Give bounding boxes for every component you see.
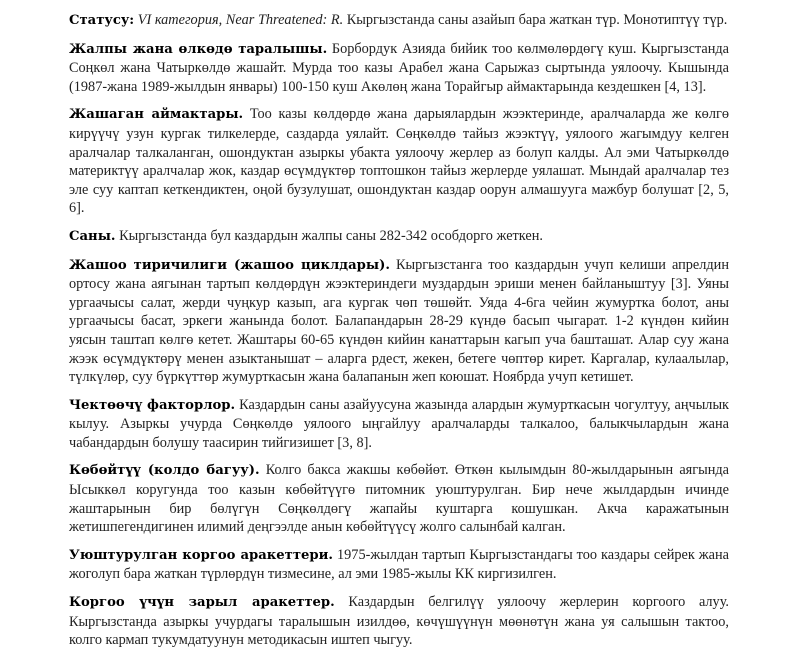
status-paragraph xyxy=(69,11,729,31)
breeding-heading: Көбөйтүү (колдо багуу). xyxy=(69,463,260,479)
document-page xyxy=(69,11,729,659)
status-heading: Статусу: xyxy=(69,13,135,28)
population-paragraph xyxy=(69,227,729,247)
habitat-paragraph xyxy=(69,105,729,218)
limiting-factors-text: Каздардын саны азайуусуна жазында алардын жумурткасын чогултуу, аңчылык кылуу. Азыркы учурда Сөңкөлдө уялоого ыңгайлуу аралчаларды талкалоо, балыкчылардын жана чабандардын болушу таасирин тийгизишет [3, 8]. xyxy=(69,396,729,451)
limiting-factors-heading: Чектөөчү факторлор. xyxy=(69,397,236,413)
life-cycle-text: Кыргызстанга тоо каздардын учуп келиши апрелдин ортосу жана аягынан тартып көлдөрдүн жээктериндеги муздардын эриши менен байланыштуу [3]. Уяны ургаачысы салат, жерди чуңкур казып, ага кургак чөп төшөйт. Уяда 4-6га чейин жумуртка болот, аны ургаачысы басат, эркеги жанында болот. Балапандарын 28-29 күндө басып чыгарат. 1-2 күндөн кийин уясын таштап көлгө кетет. Жаштары 60-65 күндөн кийин канаттарын кагып уча башташат. Алар суу жана жээк өсүмдүктөрү менен азыктанышат – аларга рдест, жекен, бетеге чөптөр кирет. Каргалар, кулаалылар, түлкүлөр, суу бүркүттөр жумурткасын жана балапанын жеп коюшат. Ноябрда учуп кетишет. xyxy=(69,256,729,386)
life-cycle-heading: Жашоо тиричилиги (жашоо циклдары). xyxy=(69,257,390,273)
protection-measures-paragraph xyxy=(69,546,729,584)
distribution-text: Борбордук Азияда бийик тоо көлмөлөрдөгү куш. Кыргызстанда Соңкөл жана Чатыркөлдө жашайт. Мурда тоо казы Арабел жана Сарыжаз сыртында уялоочу. Кышында (1987-жана 1989-жылдын январы) 100-150 куш Акөлөң жана Торайгыр аймактарында кездешкен [4, 13]. xyxy=(69,40,729,95)
distribution-heading: Жалпы жана өлкөдө таралышы. xyxy=(69,41,328,57)
habitat-heading: Жашаган аймактары. xyxy=(69,107,244,123)
limiting-factors-paragraph xyxy=(69,396,729,453)
status-text: Кыргызстанда саны азайып бара жаткан түр. Монотиптүү түр. xyxy=(343,12,728,28)
population-text: Кыргызстанда бул каздардын жалпы саны 282-342 особдорго жеткен. xyxy=(115,227,543,244)
required-actions-heading: Коргоо үчүн зарыл аракеттер. xyxy=(69,595,335,611)
protection-measures-heading: Уюштурулган коргоо аракеттери. xyxy=(69,547,334,563)
required-actions-paragraph xyxy=(69,593,729,650)
required-actions-text: Каздардын белгилүү уялоочу жерлерин коргоого алуу. Кыргызстанда азыркы учурдагы таралышын изилдөө, көчүшүүнүн мөөнөтүн жана уя салышын тактоо, колго кармап тукумдатуунун методикасын иштеп чыгуу. xyxy=(69,594,729,649)
breeding-paragraph xyxy=(69,461,729,536)
status-category: VI категория, Near Threatened: R. xyxy=(134,12,344,28)
life-cycle-paragraph xyxy=(69,256,729,387)
population-heading: Саны. xyxy=(69,228,116,244)
protection-measures-text: 1975-жылдан тартып Кыргызстандагы тоо каздары сейрек жана жоголуп бара жаткан түрлөрдүн тизмесине, ал эми 1985-жылы КК киргизилген. xyxy=(69,546,729,583)
breeding-text: Колго бакса жакшы көбөйөт. Өткөн кылымдын 80-жылдарынын аягында Ысыккөл коругунда тоо казын көбөйтүүгө питомник уюштурулган. Бир нече жылдардын ичинде жаштарынын бир бөлүгүн Сөңкөлдөгү жапайы куштарга кошушкан. Акча каражатынын жетишпегендигинен илимий деңгээлде анын көбөйтүүсү жолго салынбай калган. xyxy=(69,462,729,536)
habitat-text: Тоо казы көлдөрдө жана дарыялардын жээктеринде, аралчаларда же көлгө кирүүчү узун кургак тилкелерде, саздарда уялайт. Сөңкөлдө тайыз жээктүү, уялоого жагымдуу келген аралчалар талкаланган, ошондуктан азыркы убакта уялоочу жерлер аз болуп калды. Ал эми Чатыркөлдө материктүү аралчалар жок, каздар өсүмдүктөр топтошкон тайыз жерлерде уялашат. Мындай аралчалар тез эле суу каптап кеткендиктен, оңой бузулушат, ошондуктан каздар оорун алмашууга мажбур болушат [2, 5, 6]. xyxy=(69,106,729,217)
distribution-paragraph xyxy=(69,40,729,97)
